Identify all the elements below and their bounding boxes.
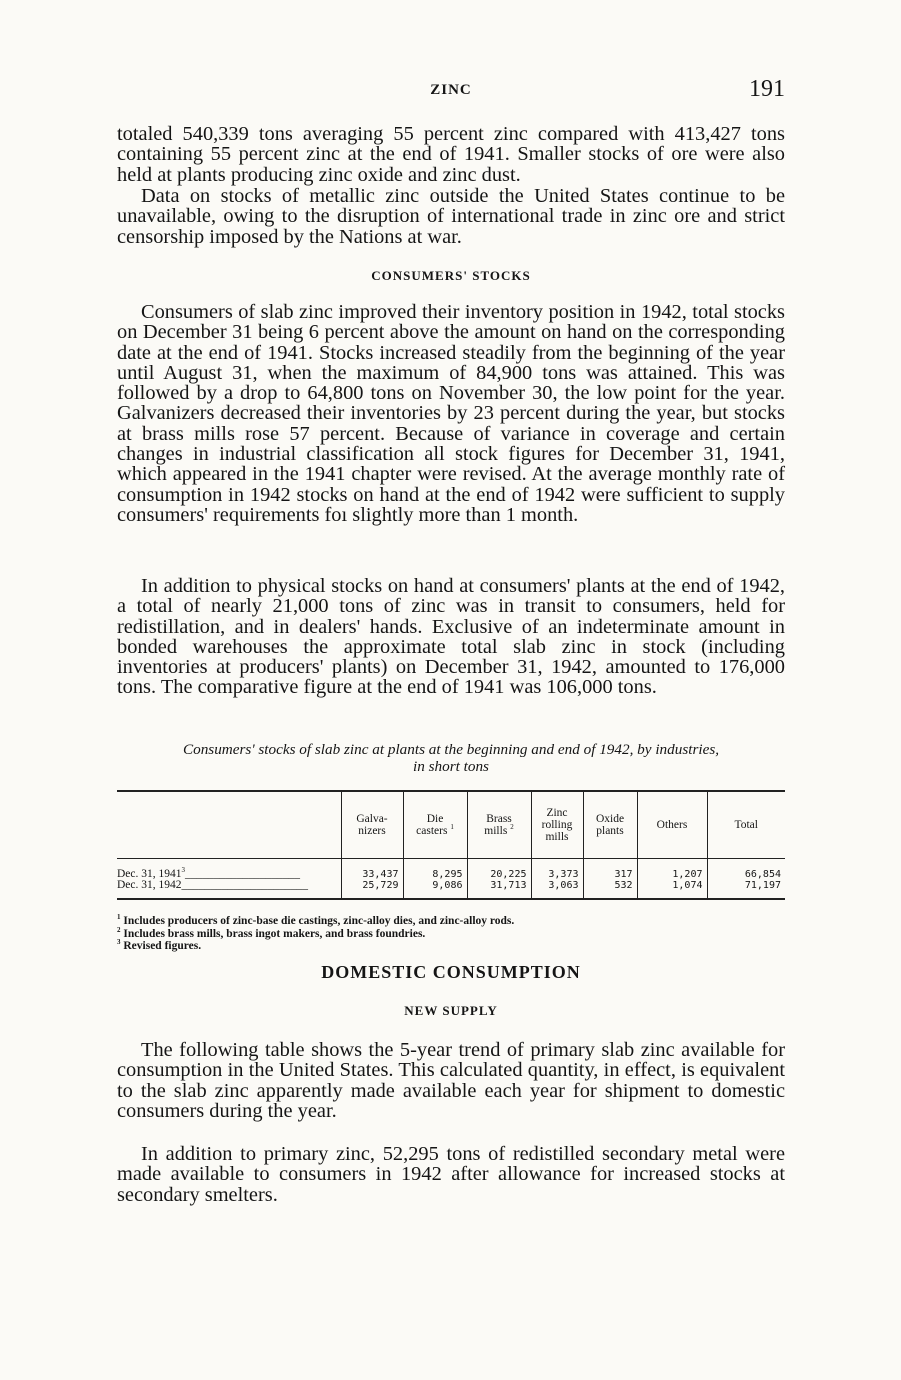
paragraph-five-year-trend: The following table shows the 5-year trend of primary slab zinc available for consumption in the United States. This calculated quantity, in effect, is equivalent to the slab zinc apparently made available each year for shipment to domestic consumers during the year. (117, 1039, 785, 1122)
row-label: Dec. 31, 1942______________________ (117, 879, 309, 891)
col-header-brass-mills: Brass mills $^2$ (467, 791, 531, 859)
paragraph-secondary-metal: In addition to primary zinc, 52,295 tons of redistilled secondary metal were made available to consumers in 1942 after allowance for increased stocks at secondary smelters. (117, 1143, 785, 1206)
paragraph-consumers-transit: In addition to physical stocks on hand at consumers' plants at the end of 1942, a total of nearly 21,000 tons of zinc was in transit to consumers, held for redistillation, and in dealers' hands. Exclusive of an indeterminate amount in bonded warehouses the approximate total slab zinc in stock (including inventories at producers' plants) on December 31, 1942, amounted to 176,000 tons. The comparative figure at the end of 1941 was 106,000 tons. (117, 575, 785, 699)
table-footnotes (117, 915, 785, 953)
new-supply-heading: NEW SUPPLY (404, 1003, 498, 1018)
col-header-die-casters: Die casters $^1$ (403, 791, 467, 859)
footnote: $^1$ Includes producers of zinc-base die castings, zinc-alloy dies, and zinc-alloy rods. (117, 913, 515, 927)
col-header-oxide-plants: Oxide plants (583, 791, 637, 859)
paragraph-stocks-ore: totaled 540,339 tons averaging 55 percent zinc compared with 413,427 tons containing 55 percent zinc at the end of 1941. Smaller stocks of ore were also held at plants producing zinc oxide and zinc dust. (117, 123, 785, 186)
consumers-stocks-heading: CONSUMERS' STOCKS (371, 268, 531, 283)
table-cell: 1,207 (637, 859, 707, 881)
running-title: ZINC (430, 82, 472, 98)
table-header-row (117, 791, 785, 859)
table-cell: 9,086 (403, 880, 467, 899)
table-cell: 71,197 (707, 880, 785, 899)
table-row (117, 859, 785, 881)
table-header-blank (117, 791, 341, 859)
col-header-others: Others (637, 791, 707, 859)
table-row (117, 880, 785, 899)
table-cell: 1,074 (637, 880, 707, 899)
domestic-consumption-heading: DOMESTIC CONSUMPTION (321, 962, 581, 982)
table-cell: 3,373 (531, 859, 583, 881)
col-header-total: Total (707, 791, 785, 859)
table-cell: 33,437 (341, 859, 403, 881)
table-caption-line2: in short tons (413, 758, 489, 775)
table-cell: 25,729 (341, 880, 403, 899)
table-caption-line1: Consumers' stocks of slab zinc at plants at the beginning and end of 1942, by industries, (182, 741, 720, 758)
table-caption (117, 741, 785, 775)
consumers-stocks-table (117, 790, 785, 900)
col-header-zinc-rolling-mills: Zinc rolling mills (531, 791, 583, 859)
paragraph-consumers-inventory: Consumers of slab zinc improved their inventory position in 1942, total stocks on December 31 being 6 percent above the amount on hand on the corresponding date at the end of 1941. Stocks increased steadily from the beginning of the year until August 31, when the maximum of 84,900 tons was attained. This was followed by a drop to 64,800 tons on November 30, the low point for the year. Galvanizers decreased their inventories by 23 percent during the year, but stocks at brass mills rose 57 percent. Because of variance in coverage and certain changes in industrial classification all stock figures for December 31, 1941, which appeared in the 1941 chapter were revised. At the average monthly rate of consumption in 1942 stocks on hand at the end of 1942 were sufficient to supply consumers' requirements foı slightly more than 1 month. (117, 301, 785, 526)
row-label: Dec. 31, 1941$^3$____________________ (117, 866, 301, 880)
table-cell: 31,713 (467, 880, 531, 899)
table-cell: 8,295 (403, 859, 467, 881)
page-number: 191 (749, 76, 785, 102)
page-header (117, 76, 785, 106)
footnote: $^3$ Revised figures. (117, 938, 202, 952)
table-cell: 3,063 (531, 880, 583, 899)
footnote: $^2$ Includes brass mills, brass ingot makers, and brass foundries. (117, 925, 426, 940)
table-cell: 20,225 (467, 859, 531, 881)
paragraph-stocks-foreign: Data on stocks of metallic zinc outside the United States continue to be unavailable, owing to the disruption of international trade in zinc ore and strict censorship imposed by the Nations at war. (117, 185, 785, 248)
col-header-galvanizers: Galva- nizers (341, 791, 403, 859)
table-cell: 317 (583, 859, 637, 881)
table-cell: 66,854 (707, 859, 785, 881)
table-cell: 532 (583, 880, 637, 899)
